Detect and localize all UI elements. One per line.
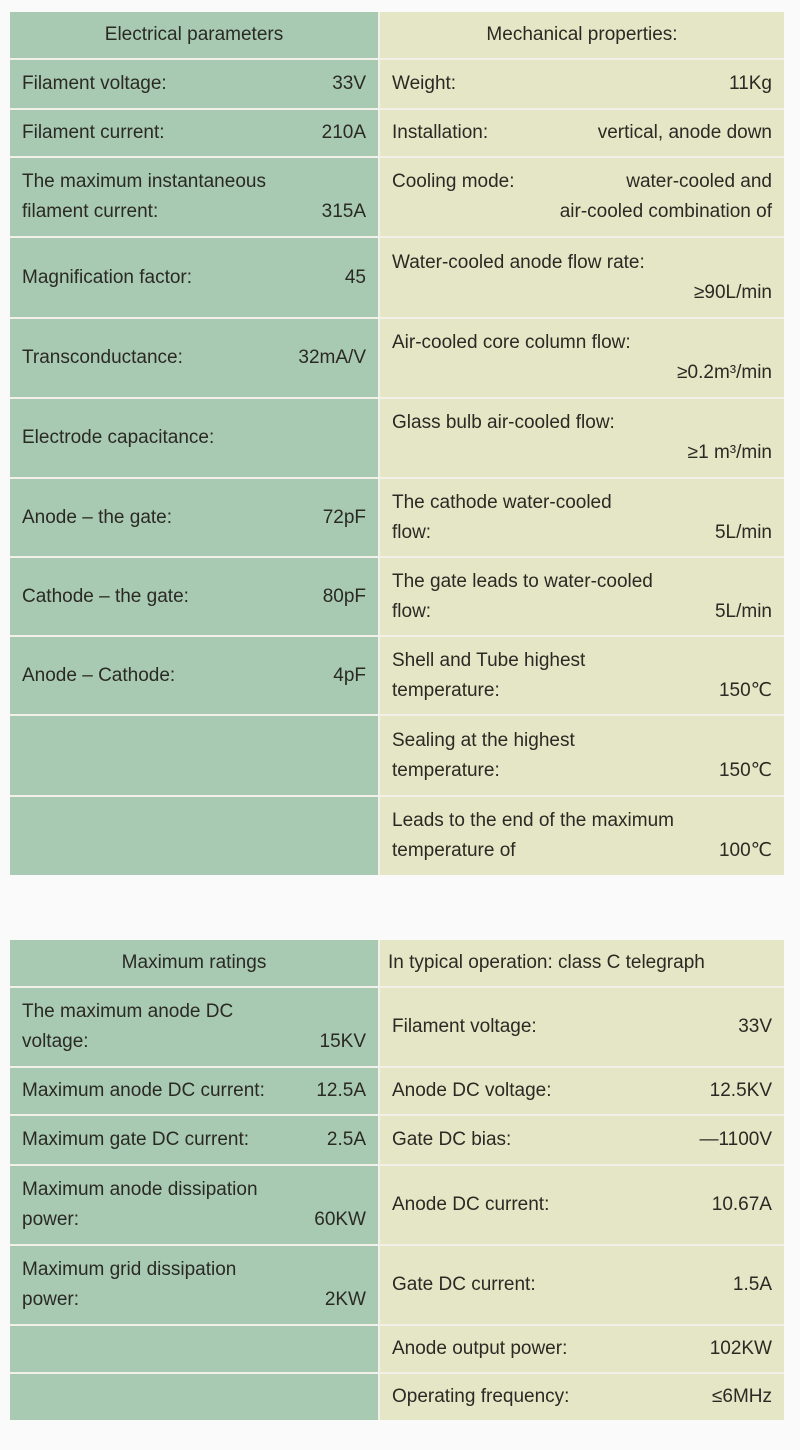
- row-label: Anode output power:: [392, 1338, 568, 1359]
- row-label: Magnification factor:: [22, 266, 193, 288]
- row-label: Filament current:: [22, 122, 165, 143]
- table-row: [10, 558, 784, 637]
- row-label-cont: power:: [22, 1289, 80, 1310]
- row-label: Maximum anode DC current:: [22, 1080, 265, 1101]
- row-label: Cooling mode:: [392, 171, 515, 192]
- row-label: Anode – Cathode:: [22, 664, 176, 686]
- row-label-cont: power:: [22, 1209, 80, 1230]
- table-row: [10, 1166, 784, 1246]
- table-row: [10, 716, 784, 797]
- electrical-mechanical-table: [10, 12, 784, 875]
- row-label-cont: temperature:: [392, 679, 500, 701]
- row-value: 60KW: [314, 1209, 366, 1230]
- row-label: Weight:: [392, 73, 457, 94]
- row-label-cont: flow:: [392, 521, 432, 543]
- table-header-row: [10, 940, 784, 988]
- row-value: 12.5KV: [709, 1080, 772, 1101]
- row-value: 4pF: [333, 664, 366, 686]
- row-value: 102KW: [709, 1338, 772, 1359]
- row-value: water-cooled and: [626, 171, 772, 192]
- row-label: The gate leads to water-cooled: [392, 570, 653, 592]
- row-label: Glass bulb air-cooled flow:: [392, 412, 615, 433]
- row-label: Maximum anode dissipation: [22, 1179, 258, 1200]
- row-label: Filament voltage:: [22, 73, 167, 94]
- table-row: [10, 1068, 784, 1116]
- row-value: 5L/min: [714, 600, 772, 622]
- row-label: Gate DC bias:: [392, 1129, 512, 1150]
- row-label: Maximum grid dissipation: [22, 1259, 237, 1280]
- table-row: [10, 797, 784, 875]
- row-value: 10.67A: [711, 1194, 772, 1215]
- table-row: [10, 319, 784, 399]
- row-value: 5L/min: [714, 521, 772, 543]
- row-value: 210A: [321, 122, 366, 143]
- row-value-cont: air-cooled combination of: [559, 201, 772, 222]
- row-value: ≤6MHz: [711, 1386, 772, 1407]
- row-value: 2.5A: [326, 1129, 366, 1150]
- row-label: Anode – the gate:: [22, 506, 173, 528]
- row-label: The cathode water-cooled: [392, 491, 612, 513]
- row-value: 72pF: [322, 506, 366, 528]
- row-label: The maximum anode DC: [22, 1001, 234, 1022]
- row-value: ≥0.2m³/min: [677, 362, 772, 383]
- row-label: Operating frequency:: [392, 1386, 570, 1407]
- row-value: 11Kg: [729, 73, 772, 94]
- table-row: [10, 399, 784, 479]
- row-label: Filament voltage:: [392, 1016, 537, 1037]
- header-maximum-ratings: Maximum ratings: [10, 940, 380, 986]
- header-typical-operation: In typical operation: class C telegraph: [380, 940, 784, 986]
- row-value: 150℃: [718, 679, 772, 701]
- table-row: [10, 1246, 784, 1326]
- empty-cell: [10, 1374, 380, 1420]
- row-label-cont: temperature of: [392, 840, 516, 861]
- empty-cell: [10, 797, 380, 875]
- row-label: Electrode capacitance:: [22, 427, 215, 448]
- row-value: ≥1 m³/min: [687, 442, 772, 463]
- table-row: [10, 1116, 784, 1166]
- table-row: [10, 1326, 784, 1374]
- ratings-operation-table: [10, 940, 784, 1420]
- row-label-cont: flow:: [392, 600, 432, 622]
- table-row: [10, 60, 784, 110]
- row-label: Anode DC voltage:: [392, 1080, 552, 1101]
- row-value: 15KV: [319, 1031, 366, 1052]
- row-label: Maximum gate DC current:: [22, 1129, 250, 1150]
- row-value: 315A: [321, 201, 366, 222]
- row-label: Water-cooled anode flow rate:: [392, 251, 645, 273]
- row-value: 33V: [332, 73, 366, 94]
- table-row: [10, 110, 784, 158]
- row-label: Anode DC current:: [392, 1194, 550, 1215]
- row-label: Air-cooled core column flow:: [392, 332, 631, 353]
- table-row: [10, 1374, 784, 1420]
- header-mechanical-properties: Mechanical properties:: [380, 12, 784, 58]
- row-label: Sealing at the highest: [392, 729, 575, 751]
- row-label-cont: filament current:: [22, 201, 159, 222]
- row-value: 1.5A: [732, 1274, 772, 1295]
- row-value: vertical, anode down: [597, 122, 772, 143]
- row-label: Gate DC current:: [392, 1274, 536, 1295]
- empty-cell: [10, 716, 380, 795]
- row-value: 80pF: [322, 585, 366, 607]
- table-row: [10, 637, 784, 716]
- table-row: [10, 479, 784, 558]
- empty-cell: [10, 1326, 380, 1372]
- row-value: 32mA/V: [298, 347, 366, 368]
- table-header-row: [10, 12, 784, 60]
- row-label-cont: temperature:: [392, 759, 500, 781]
- row-label: The maximum instantaneous: [22, 171, 266, 192]
- row-value: 100℃: [718, 840, 772, 861]
- row-value: —1100V: [699, 1129, 772, 1150]
- row-value: 12.5A: [316, 1080, 366, 1101]
- row-value: ≥90L/min: [693, 281, 772, 303]
- row-value: 33V: [738, 1016, 772, 1037]
- table-row: [10, 158, 784, 238]
- row-label: Shell and Tube highest: [392, 649, 586, 671]
- header-electrical-parameters: Electrical parameters: [10, 12, 380, 58]
- row-label: Installation:: [392, 122, 489, 143]
- row-value: 150℃: [718, 759, 772, 781]
- table-row: [10, 988, 784, 1068]
- table-row: [10, 238, 784, 319]
- row-label-cont: voltage:: [22, 1031, 89, 1052]
- row-value: 2KW: [324, 1289, 366, 1310]
- row-label: Transconductance:: [22, 347, 183, 368]
- row-label: Leads to the end of the maximum: [392, 810, 674, 831]
- row-label: Cathode – the gate:: [22, 585, 189, 607]
- row-value: 45: [344, 266, 366, 288]
